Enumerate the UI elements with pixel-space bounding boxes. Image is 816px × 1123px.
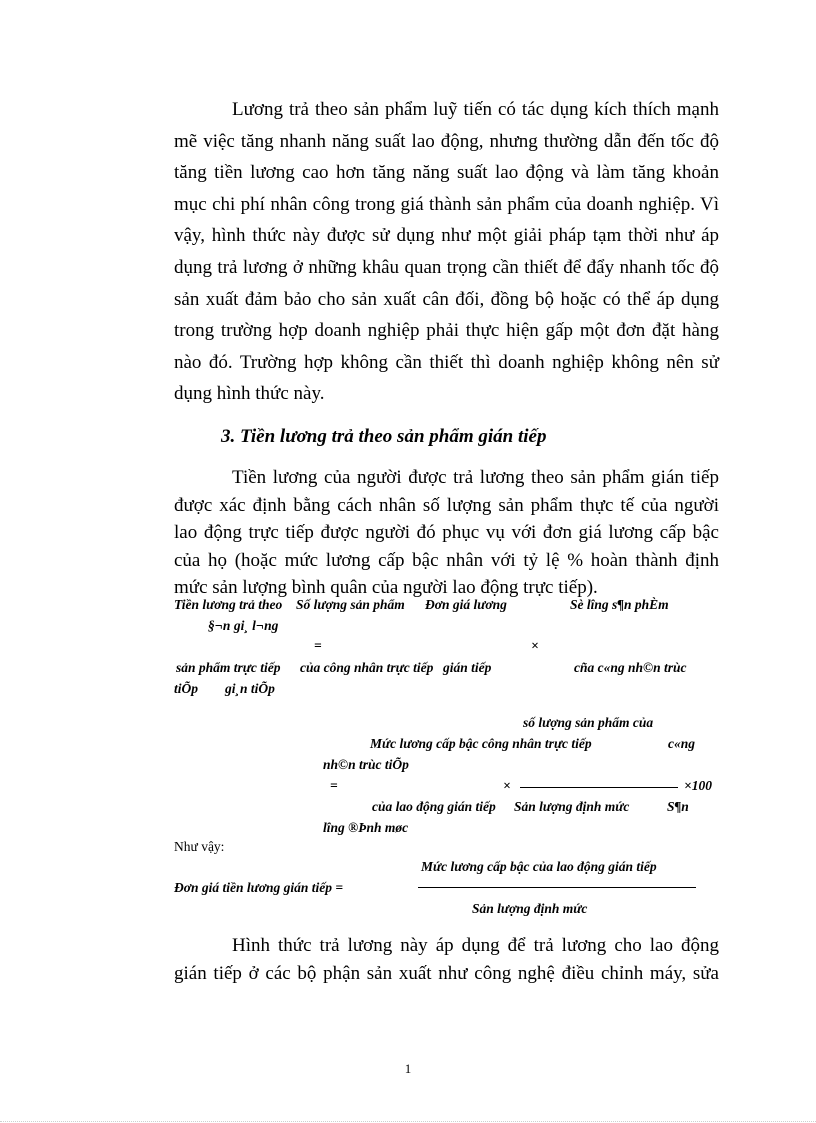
fraction-numerator: Mức lương cấp bậc của lao động gián tiếp [421, 859, 657, 874]
formula-text: §¬n gi¸ l¬ng [208, 618, 279, 633]
fraction-line [418, 887, 696, 888]
formula-text: nh©n trùc tiÕp [323, 757, 409, 772]
paragraph-indirect-wage [174, 464, 719, 602]
formula-text: Mức lương cấp bậc công nhân trực tiếp [370, 736, 592, 751]
formula-text: số lượng sản phẩm của [523, 715, 654, 730]
formula-text: Tiền lương trả theo [174, 597, 283, 612]
formula-left-side: Đơn giá tiền lương gián tiếp = [174, 880, 344, 895]
text-line: được xác định bằng cách nhân số lượng sản phẩm thực tế của người [174, 494, 719, 516]
text-line: của họ (hoặc mức lương cấp bậc nhân với tỷ lệ % hoàn thành định [174, 549, 719, 571]
section-heading: 3. Tiền lương trả theo sản phẩm gián tiếp [221, 426, 547, 447]
text-line: gián tiếp ở các bộ phận sản xuất như công nghệ điều chỉnh máy, sửa [174, 962, 719, 984]
formula-text: S¶n [667, 799, 689, 814]
text-line: dụng trả lương ở những khâu quan trọng cần thiết để đẩy nhanh tốc độ [174, 256, 719, 278]
text-line: mức sản lượng bình quân của người lao động trực tiếp). [174, 577, 598, 598]
times-hundred: ×100 [684, 778, 712, 793]
page-number: 1 [404, 1061, 412, 1076]
formula-text: của lao động gián tiếp [372, 799, 496, 814]
text-line: dụng hình thức này. [174, 383, 325, 405]
formula-text: sản phẩm trực tiếp [176, 660, 281, 675]
paragraph-application [174, 932, 719, 987]
text-line: lao động trực tiếp được người đó phục vụ với đơn giá lương cấp bậc [174, 522, 719, 543]
text-line: mục chi phí nhân công trong giá thành sản phẩm của doanh nghiệp. Vì [174, 193, 719, 215]
formula-text: Số lượng sản phẩm [296, 597, 405, 612]
times-sign: × [531, 638, 539, 653]
text-line: mẽ việc tăng nhanh năng suất lao động, nhưng thường dẫn đến tốc độ [174, 130, 719, 152]
formula-text: Sè lîng s¶n phÈm [570, 597, 669, 612]
times-sign: × [503, 778, 511, 793]
equals-sign: = [330, 778, 338, 793]
nhu-vay-label: Như vậy: [174, 839, 225, 854]
page-border [0, 1121, 816, 1122]
text-line: trong trường hợp doanh nghiệp phải thực hiện gấp một đơn đặt hàng [174, 320, 719, 342]
formula-text: c«ng [668, 736, 695, 751]
formula-text: Sản lượng định mức [514, 799, 630, 814]
text-line: nào đó. Trường hợp không cần thiết thì doanh nghiệp không nên sử [174, 351, 719, 373]
text-line: Hình thức trả lương này áp dụng để trả lương cho lao động [232, 935, 719, 956]
fraction-line [520, 787, 678, 788]
text-line: vậy, hình thức này được sử dụng như một giải pháp tạm thời như áp [174, 225, 719, 247]
text-line: Lương trả theo sản phẩm luỹ tiến có tác dụng kích thích mạnh [232, 99, 719, 120]
equals-sign: = [314, 638, 322, 653]
formula-text: lîng ®Þnh møc [323, 820, 409, 835]
formula-text: Đơn giá lương [425, 597, 507, 612]
formula-text: gi¸n tiÕp [225, 681, 275, 696]
text-line: Tiền lương của người được trả lương theo sản phẩm gián tiếp [232, 467, 719, 488]
formula-text: của công nhân trực tiếp [300, 660, 434, 675]
formula-text: cña c«ng nh©n trùc [574, 660, 687, 675]
formula-text: gián tiếp [443, 660, 492, 675]
formula-text: tiÕp [174, 681, 199, 696]
paragraph-progressive-wage [174, 94, 719, 410]
fraction-denominator: Sản lượng định mức [472, 901, 588, 916]
text-line: sản xuất đảm bảo cho sản xuất cân đối, đồng bộ hoặc có thể áp dụng [174, 288, 719, 310]
text-line: tăng tiền lương cao hơn tăng năng suất lao động và làm tăng khoản [174, 162, 719, 184]
